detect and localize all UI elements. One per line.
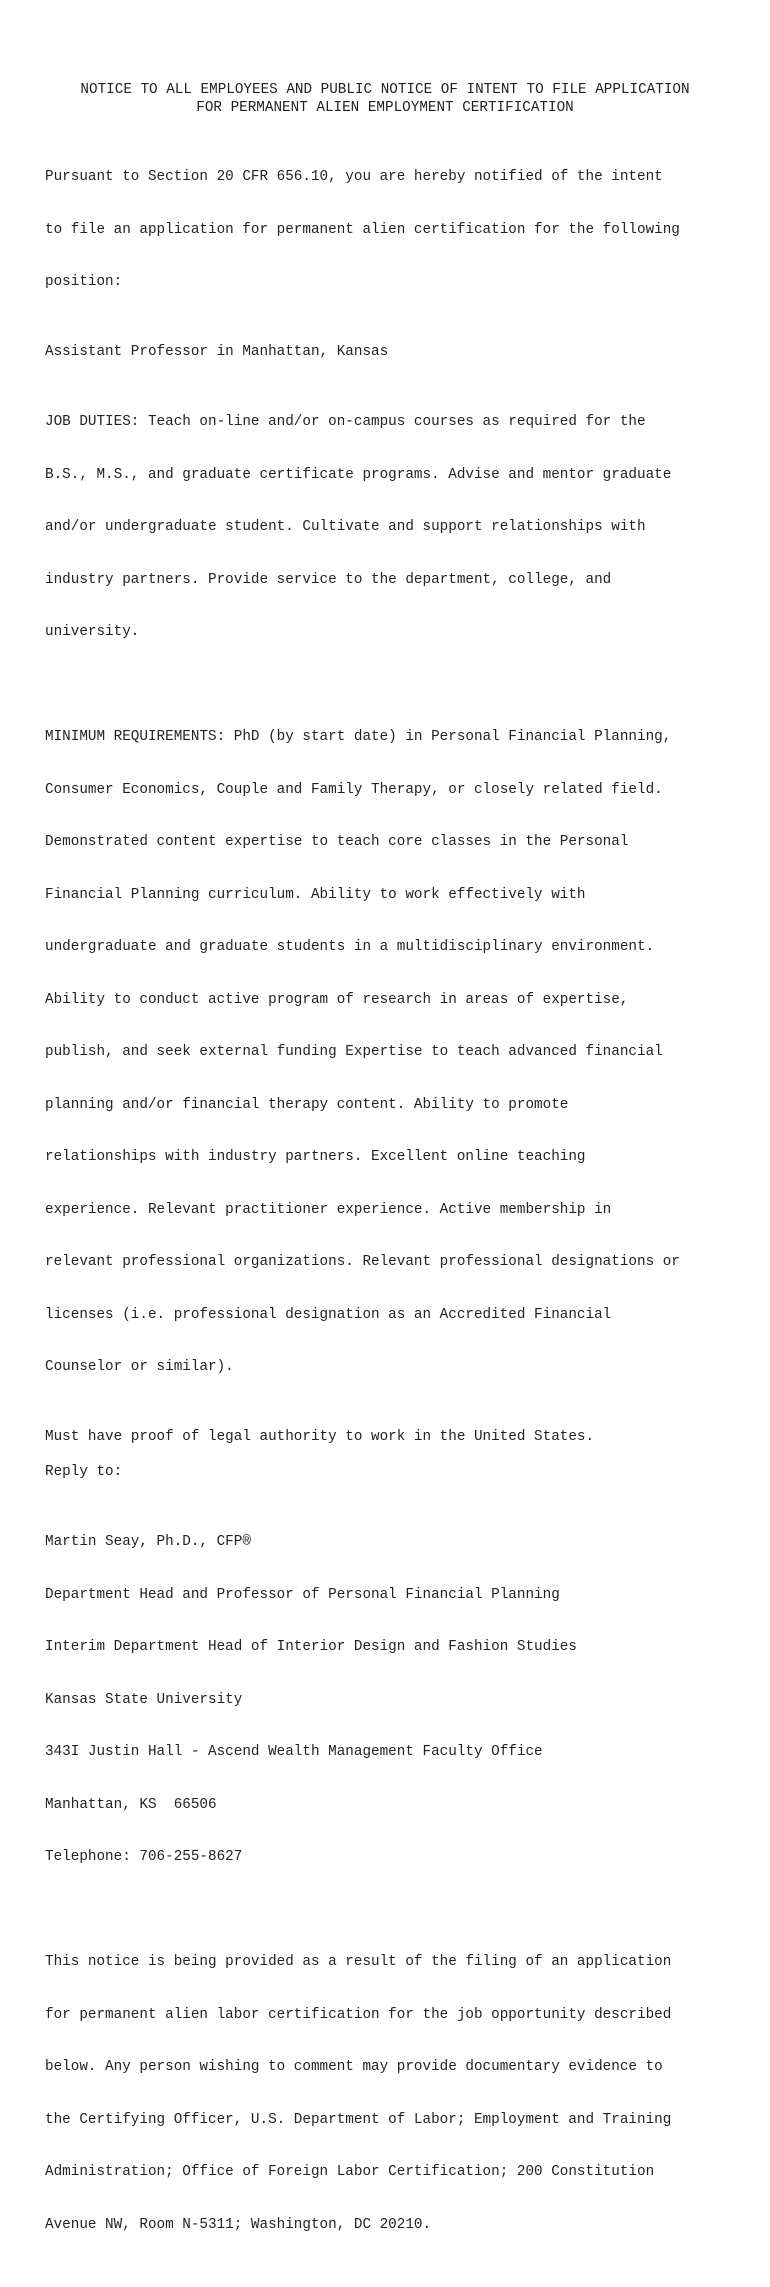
closing-line: Administration; Office of Foreign Labor Certification; 200 Constitution: [45, 2164, 655, 2180]
reply-to-label: Reply to:: [45, 1464, 123, 1480]
contact-title: Interim Department Head of Interior Design and Fashion Studies: [45, 1639, 577, 1655]
title-line: NOTICE TO ALL EMPLOYEES AND PUBLIC NOTICE OF INTENT TO FILE APPLICATION: [80, 82, 690, 98]
closing-line: Avenue NW, Room N-5311; Washington, DC 20210.: [45, 2216, 432, 2233]
job-duties-line: industry partners. Provide service to the department, college, and: [45, 571, 612, 588]
contact-telephone: Telephone: 706-255-8627: [45, 1849, 243, 1865]
intro-paragraph: [45, 134, 735, 327]
job-duties-line: and/or undergraduate student. Cultivate and support relationships with: [45, 519, 646, 535]
notice-title: [0, 82, 770, 117]
closing-line: This notice is being provided as a result of the filing of an application: [45, 1954, 672, 1970]
contact-name: Martin Seay, Ph.D., CFP®: [45, 1534, 251, 1550]
requirements-line: Consumer Economics, Couple and Family Therapy, or closely related field.: [45, 781, 663, 798]
requirements-line: relationships with industry partners. Excellent online teaching: [45, 1149, 586, 1165]
closing-line: for permanent alien labor certification for the job opportunity described: [45, 2006, 672, 2023]
contact-block: [45, 1499, 735, 1902]
legal-authority: Must have proof of legal authority to work in the United States.: [45, 1429, 595, 1445]
requirements-line: undergraduate and graduate students in a multidisciplinary environment.: [45, 939, 655, 955]
job-duties-paragraph: [45, 379, 735, 677]
requirements-line: Ability to conduct active program of research in areas of expertise,: [45, 991, 629, 1008]
closing-paragraph: [45, 1919, 735, 2269]
requirements-line: Financial Planning curriculum. Ability to work effectively with: [45, 886, 586, 903]
requirements-line: experience. Relevant practitioner experience. Active membership in: [45, 1201, 612, 1218]
job-duties-line: JOB DUTIES: Teach on-line and/or on-campus courses as required for the: [45, 414, 646, 430]
title-line: FOR PERMANENT ALIEN EMPLOYMENT CERTIFICATION: [196, 99, 574, 116]
job-duties-line: university.: [45, 624, 140, 640]
job-duties-line: B.S., M.S., and graduate certificate programs. Advise and mentor graduate: [45, 466, 672, 483]
requirements-line: licenses (i.e. professional designation as an Accredited Financial: [45, 1306, 612, 1323]
requirements-line: MINIMUM REQUIREMENTS: PhD (by start date) in Personal Financial Planning,: [45, 729, 672, 745]
notice-body: [45, 134, 735, 2287]
contact-office: 343I Justin Hall - Ascend Wealth Management Faculty Office: [45, 1744, 543, 1760]
contact-institution: Kansas State University: [45, 1691, 243, 1708]
requirements-line: publish, and seek external funding Expertise to teach advanced financial: [45, 1044, 663, 1060]
contact-city: Manhattan, KS 66506: [45, 1796, 217, 1813]
requirements-line: planning and/or financial therapy content. Ability to promote: [45, 1096, 569, 1113]
requirements-paragraph: [45, 694, 735, 1412]
intro-line: Pursuant to Section 20 CFR 656.10, you are hereby notified of the intent: [45, 169, 663, 185]
intro-line: to file an application for permanent alien certification for the following: [45, 221, 680, 238]
closing-line: below. Any person wishing to comment may provide documentary evidence to: [45, 2059, 663, 2075]
requirements-line: relevant professional organizations. Relevant professional designations or: [45, 1254, 680, 1270]
requirements-line: Demonstrated content expertise to teach core classes in the Personal: [45, 834, 629, 850]
closing-line: the Certifying Officer, U.S. Department of Labor; Employment and Training: [45, 2111, 672, 2128]
intro-line: position:: [45, 274, 123, 290]
contact-title: Department Head and Professor of Personal Financial Planning: [45, 1586, 560, 1603]
requirements-line: Counselor or similar).: [45, 1359, 234, 1375]
position-title: Assistant Professor in Manhattan, Kansas: [45, 344, 389, 360]
